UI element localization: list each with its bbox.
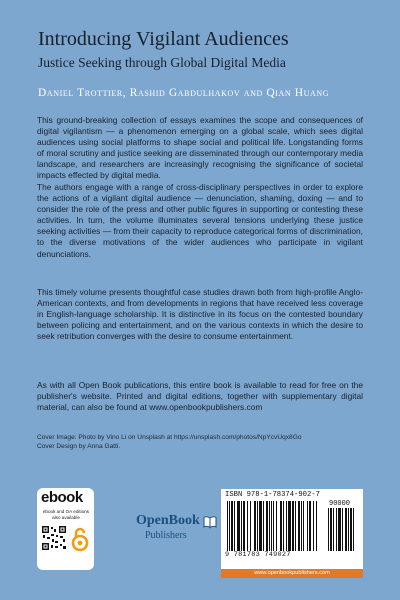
open-access-icon: [70, 526, 90, 552]
qr-code-icon: [41, 525, 67, 551]
blurb-paragraph-2: The authors engage with a range of cross-disciplinary perspectives in order to explore the actions of a vigilant digital audience — denunciation, shaming, doxing — and to consider the role of the press and other public figures in supporting or contesting these activities. In turn, the volume illuminates several tensions underlying these justice seeking activities — from their capacity to reproduce categorical forms of discrimination, to the diverse motivations of the wider audiences who participate in vigilant denunciations.: [37, 182, 363, 259]
publisher-subname: Publishers: [145, 530, 187, 541]
isbn-text: ISBN 978-1-78374-902-7: [225, 491, 320, 499]
publisher-logo: [133, 513, 228, 545]
cover-image-credit: Cover Image: Photo by Vino Li on Unsplash at https://unsplash.com/photos/NpYcvUqx8Go: [37, 434, 302, 441]
blurb-paragraph-3: This timely volume presents thoughtful case studies drawn both from high-profile Anglo-American contexts, and from developments in regions that have received less coverage in English-language scholarship. It is distinctive in its focus on the contested boundary between policing and entertainment, and on the various contexts in which the desire to seek retribution converges with the desire to consume entertainment.: [37, 287, 363, 342]
open-book-icon: [203, 515, 217, 529]
barcode-number: 9 781783 749027: [225, 551, 291, 559]
blurb-paragraph-1: This ground-breaking collection of essays examines the scope and consequences of digital vigilantism — a phenomenon emerging on a global scale, which sees digital audiences using social platforms to shape social and political life. Longstanding forms of moral scrutiny and justice seeking are disseminated through our contemporary media landscape, and researchers are increasingly recognising the significance of societal impacts effected by digital media.: [37, 115, 363, 181]
barcode-label: [221, 489, 363, 569]
publisher-name: OpenBook: [136, 513, 200, 528]
cover-design-credit: Cover Design by Anna Gatti.: [37, 443, 121, 450]
blurb-paragraph-4: As with all Open Book publications, this entire book is available to read for free on the publisher's website. Printed and digital editions, together with supplementary digital material, can also be found at www.openbookpublishers.com: [37, 380, 363, 413]
barcode-addon-bars: [328, 508, 360, 551]
book-title: Introducing Vigilant Audiences: [38, 28, 289, 50]
barcode-addon-number: 90000: [329, 500, 351, 508]
book-authors: Daniel Trottier, Rashid Gabdulhakov and Qian Huang: [38, 87, 330, 99]
ebook-word: ebook: [41, 489, 83, 506]
ebook-badge: [37, 488, 94, 570]
ebook-note: ebook and OA editions also available: [42, 509, 90, 520]
book-subtitle: Justice Seeking through Global Digital Media: [38, 55, 286, 70]
publisher-url: www.openbookpublishers.com: [221, 569, 363, 578]
barcode-bars: [227, 501, 323, 551]
